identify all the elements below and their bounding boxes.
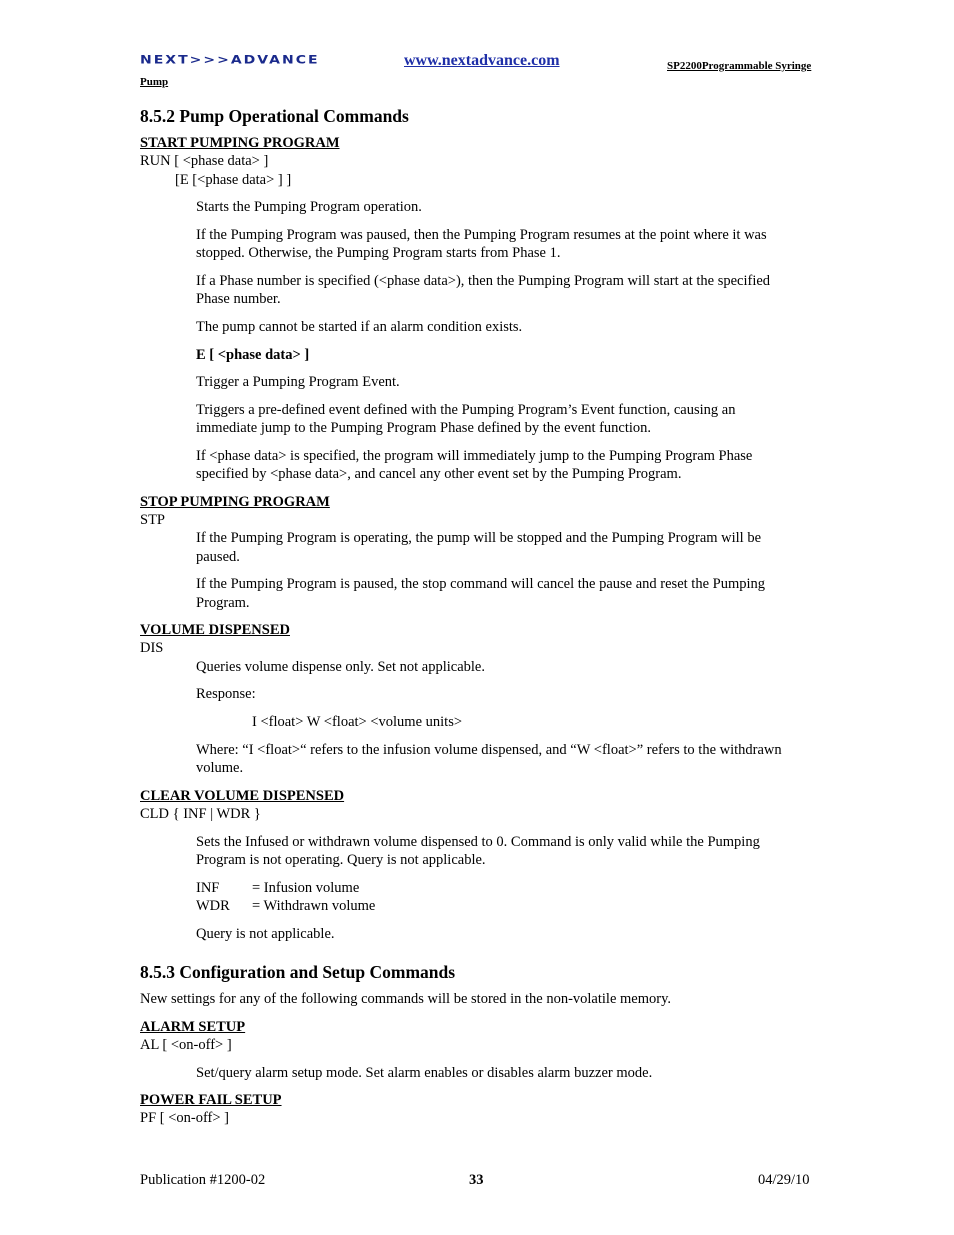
paragraph: stopped. Otherwise, the Pumping Program starts from Phase 1. <box>196 245 561 261</box>
run-syntax: RUN [ <phase data> ] <box>140 153 269 169</box>
paragraph: If the Pumping Program was paused, then the Pumping Program resumes at the point where it was <box>196 227 767 243</box>
paragraph: Query is not applicable. <box>196 926 335 942</box>
paragraph: Response: <box>196 686 256 702</box>
paragraph: If the Pumping Program is operating, the pump will be stopped and the Pumping Program will be <box>196 530 762 546</box>
al-syntax: AL [ <on-off> ] <box>140 1037 232 1053</box>
option-key: WDR <box>196 898 230 914</box>
event-subcommand: E [ <phase data> ] <box>196 347 310 363</box>
paragraph: Phase number. <box>196 291 281 307</box>
document-title: SP2200Programmable Syringe <box>667 60 812 72</box>
paragraph: immediate jump to the Pumping Program Phase defined by the event function. <box>196 420 652 436</box>
power-fail-title: POWER FAIL SETUP <box>140 1092 282 1108</box>
paragraph: Where: “I <float>“ refers to the infusion volume dispensed, and “W <float>” refers to the withdrawn <box>196 742 782 758</box>
paragraph: Trigger a Pumping Program Event. <box>196 374 400 390</box>
cld-syntax: CLD { INF | WDR } <box>140 806 261 822</box>
clear-volume-title: CLEAR VOLUME DISPENSED <box>140 788 345 804</box>
dis-syntax: DIS <box>140 640 164 656</box>
paragraph: Program. <box>196 595 250 611</box>
website-link[interactable]: www.nextadvance.com <box>404 52 560 69</box>
pf-syntax: PF [ <on-off> ] <box>140 1110 229 1126</box>
volume-dispensed-title: VOLUME DISPENSED <box>140 622 290 638</box>
paragraph: New settings for any of the following commands will be stored in the non-volatile memory. <box>140 991 672 1007</box>
run-event-syntax: [E [<phase data> ] ] <box>175 172 292 188</box>
paragraph: Queries volume dispense only. Set not applicable. <box>196 659 485 675</box>
paragraph: If <phase data> is specified, the program will immediately jump to the Pumping Program Phase <box>196 448 753 464</box>
paragraph: paused. <box>196 549 240 565</box>
option-value: = Infusion volume <box>252 880 360 896</box>
publication-number: Publication #1200-02 <box>140 1172 266 1188</box>
option-value: = Withdrawn volume <box>252 898 376 914</box>
page-number: 33 <box>469 1172 484 1188</box>
paragraph: Sets the Infused or withdrawn volume dispensed to 0. Command is only valid while the Pumping <box>196 834 760 850</box>
publication-date: 04/29/10 <box>758 1172 810 1188</box>
stp-syntax: STP <box>140 512 165 528</box>
paragraph: If a Phase number is specified (<phase data>), then the Pumping Program will start at the specified <box>196 273 771 289</box>
response-format: I <float> W <float> <volume units> <box>252 714 463 730</box>
paragraph: Triggers a pre-defined event defined with the Pumping Program’s Event function, causing an <box>196 402 736 418</box>
paragraph: Starts the Pumping Program operation. <box>196 199 422 215</box>
document-title-continued: Pump <box>140 76 169 88</box>
option-key: INF <box>196 880 220 896</box>
paragraph: specified by <phase data>, and cancel any other event set by the Pumping Program. <box>196 466 682 482</box>
section-heading-8-5-2: 8.5.2 Pump Operational Commands <box>140 106 409 126</box>
paragraph: If the Pumping Program is paused, the stop command will cancel the pause and reset the Pumping <box>196 576 766 592</box>
start-pumping-title: START PUMPING PROGRAM <box>140 135 340 151</box>
company-logo: NEXT>>>ADVANCE <box>140 53 320 67</box>
paragraph: volume. <box>196 760 244 776</box>
section-heading-8-5-3: 8.5.3 Configuration and Setup Commands <box>140 962 456 982</box>
paragraph: Set/query alarm setup mode. Set alarm enables or disables alarm buzzer mode. <box>196 1065 653 1081</box>
paragraph: The pump cannot be started if an alarm condition exists. <box>196 319 523 335</box>
stop-pumping-title: STOP PUMPING PROGRAM <box>140 494 330 510</box>
alarm-setup-title: ALARM SETUP <box>140 1019 246 1035</box>
paragraph: Program is not operating. Query is not applicable. <box>196 852 486 868</box>
